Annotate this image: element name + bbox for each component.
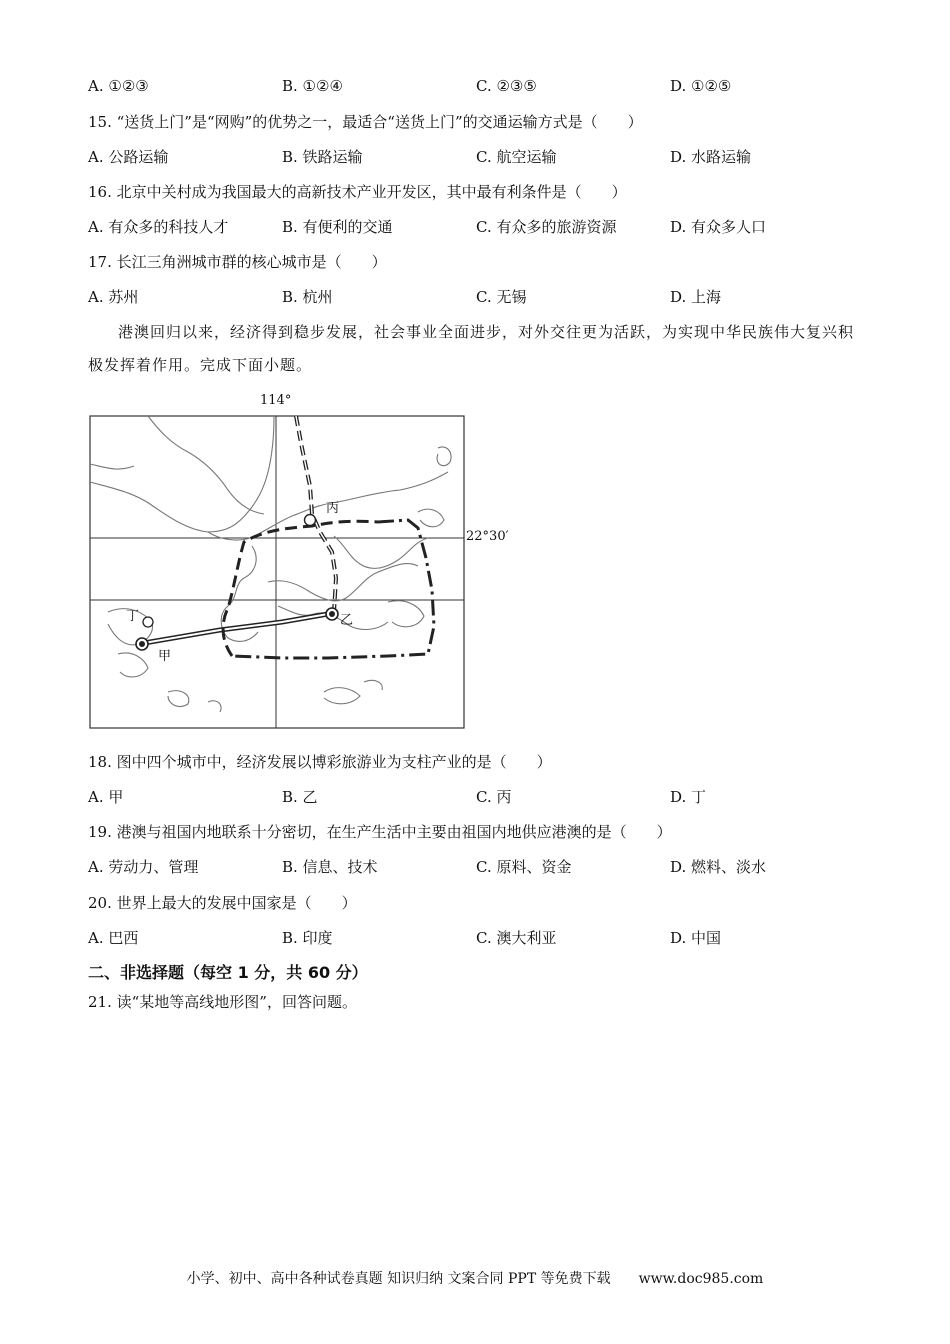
city-label-ding: 丁 bbox=[126, 609, 140, 624]
q15-option-c[interactable]: C. 航空运输 bbox=[476, 148, 557, 166]
q18-stem: 18. 图中四个城市中，经济发展以博彩旅游业为支柱产业的是（ ） bbox=[88, 753, 552, 771]
reading-passage: 港澳回归以来，经济得到稳步发展，社会事业全面进步，对外交往更为活跃，为实现中华民族伟大复兴积极发挥着作用。完成下面小题。 bbox=[88, 323, 855, 374]
q17-option-c[interactable]: C. 无锡 bbox=[476, 288, 527, 306]
map-frame bbox=[90, 416, 464, 728]
q20-option-c[interactable]: C. 澳大利亚 bbox=[476, 929, 557, 947]
q20-stem: 20. 世界上最大的发展中国家是（ ） bbox=[88, 894, 357, 912]
q16-option-c[interactable]: C. 有众多的旅游资源 bbox=[476, 218, 617, 236]
q20-option-d[interactable]: D. 中国 bbox=[670, 929, 722, 947]
q20-option-a[interactable]: A. 巴西 bbox=[88, 929, 139, 947]
map-graphic bbox=[88, 392, 518, 734]
city-label-bing: 丙 bbox=[326, 501, 340, 516]
q17-options bbox=[88, 287, 868, 307]
q16-option-d[interactable]: D. 有众多人口 bbox=[670, 218, 767, 236]
city-ding-marker bbox=[143, 617, 153, 627]
q18-option-d[interactable]: D. 丁 bbox=[670, 788, 707, 806]
q15-option-b[interactable]: B. 铁路运输 bbox=[282, 148, 363, 166]
city-label-yi: 乙 bbox=[340, 613, 354, 628]
q14-option-b[interactable]: B. ①②④ bbox=[282, 77, 343, 95]
q18-option-c[interactable]: C. 丙 bbox=[476, 788, 512, 806]
q19-option-b[interactable]: B. 信息、技术 bbox=[282, 858, 378, 876]
page-footer: 小学、初中、高中各种试卷真题 知识归纳 文案合同 PPT 等免费下载 www.doc985.com bbox=[186, 1271, 764, 1287]
q19-option-c[interactable]: C. 原料、资金 bbox=[476, 858, 572, 876]
city-bing-marker bbox=[305, 515, 316, 526]
q14-option-a[interactable]: A. ①②③ bbox=[88, 77, 149, 95]
longitude-label: 114° bbox=[260, 393, 292, 408]
q18-option-a[interactable]: A. 甲 bbox=[88, 788, 124, 806]
q18-options bbox=[88, 787, 868, 807]
city-label-jia: 甲 bbox=[158, 649, 172, 664]
q18-option-b[interactable]: B. 乙 bbox=[282, 788, 318, 806]
q19-options bbox=[88, 857, 868, 877]
section-title: 二、非选择题（每空 1 分，共 60 分） bbox=[88, 963, 368, 982]
q15-option-d[interactable]: D. 水路运输 bbox=[670, 148, 752, 166]
q16-option-b[interactable]: B. 有便利的交通 bbox=[282, 218, 393, 236]
city-yi-dot bbox=[329, 611, 335, 617]
q14-option-c[interactable]: C. ②③⑤ bbox=[476, 77, 537, 95]
q21-stem: 21. 读“某地等高线地形图”，回答问题。 bbox=[88, 993, 357, 1011]
latitude-label: 22°30′ bbox=[466, 529, 509, 544]
q15-option-a[interactable]: A. 公路运输 bbox=[88, 148, 169, 166]
hk-macau-map bbox=[88, 392, 518, 734]
q14-options bbox=[88, 76, 868, 96]
q17-option-d[interactable]: D. 上海 bbox=[670, 288, 722, 306]
q19-option-d[interactable]: D. 燃料、淡水 bbox=[670, 858, 767, 876]
q20-options bbox=[88, 928, 868, 948]
city-jia-dot bbox=[139, 641, 145, 647]
q20-option-b[interactable]: B. 印度 bbox=[282, 929, 333, 947]
q19-option-a[interactable]: A. 劳动力、管理 bbox=[88, 858, 199, 876]
q19-stem: 19. 港澳与祖国内地联系十分密切，在生产生活中主要由祖国内地供应港澳的是（ ） bbox=[88, 823, 672, 841]
q16-option-a[interactable]: A. 有众多的科技人才 bbox=[88, 218, 229, 236]
q15-stem: 15. “送货上门”是“网购”的优势之一，最适合“送货上门”的交通运输方式是（ ） bbox=[88, 113, 643, 131]
q17-stem: 17. 长江三角洲城市群的核心城市是（ ） bbox=[88, 253, 387, 271]
q17-option-b[interactable]: B. 杭州 bbox=[282, 288, 333, 306]
q17-option-a[interactable]: A. 苏州 bbox=[88, 288, 139, 306]
q16-options bbox=[88, 217, 868, 237]
q15-options bbox=[88, 147, 868, 167]
q16-stem: 16. 北京中关村成为我国最大的高新技术产业开发区，其中最有利条件是（ ） bbox=[88, 183, 627, 201]
q14-option-d[interactable]: D. ①②⑤ bbox=[670, 77, 732, 95]
